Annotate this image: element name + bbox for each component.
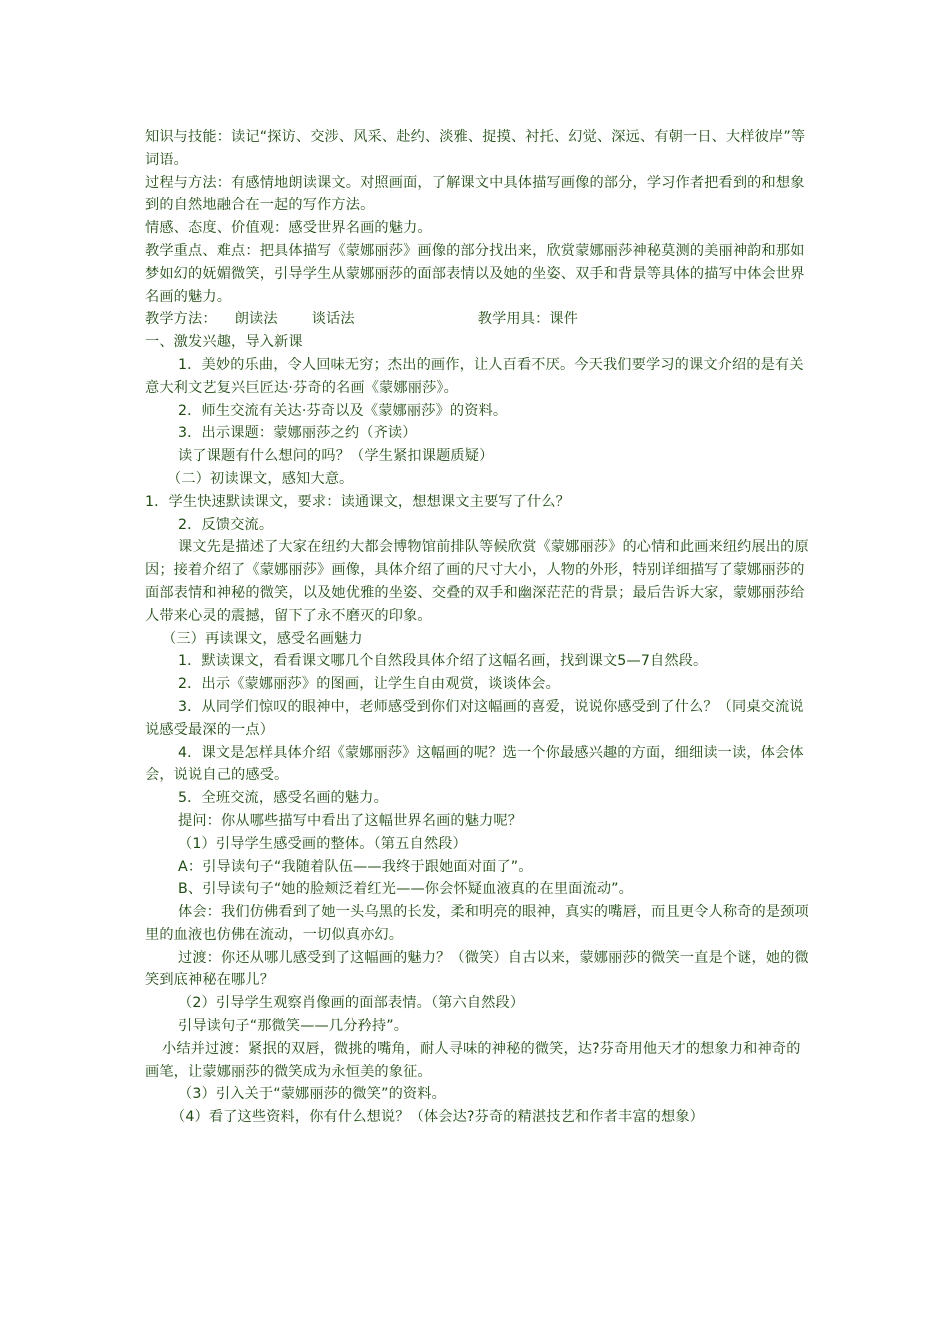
method-talking: 谈话法	[311, 311, 355, 328]
section-heading-1: 一、激发兴趣，导入新课	[145, 334, 303, 351]
step-3-4: 4．课文是怎样具体介绍《蒙娜丽莎》这幅画的呢？选一个你最感兴趣的方面，细细读一读，体会体会，说说自己的感受。	[145, 744, 804, 784]
step-1-question: 读了课题有什么想问的吗？（学生紧扣课题质疑）	[178, 448, 494, 465]
question-prompt: 提问：你从哪些描写中看出了这幅世界名画的魅力呢？	[178, 812, 523, 829]
step-1-1: 1．美妙的乐曲，令人回味无穷；杰出的画作，让人百看不厌。今天我们要学习的课文介绍的是有关意大利文艺复兴巨匠达·芬奇的名画《蒙娜丽莎》。	[145, 356, 804, 396]
step-1-3: 3．出示课题：蒙娜丽莎之约（齐读）	[178, 425, 417, 442]
teaching-method-line	[145, 308, 810, 331]
step-3-5: 5．全班交流，感受名画的魅力。	[178, 790, 388, 807]
sub-step-1-b: B、引导读句子“她的脸颊泛着红光——你会怀疑血液真的在里面流动”。	[178, 881, 634, 898]
sub-step-4: （4）看了这些资料，你有什么想说？（体会达?芬奇的精湛技艺和作者丰富的想象）	[171, 1109, 705, 1126]
teaching-method-label: 教学方法：	[145, 311, 217, 328]
section-heading-2: （二）初读课文，感知大意。	[167, 470, 354, 487]
sub-step-1: （1）引导学生感受画的整体。（第五自然段）	[178, 835, 467, 852]
sub-step-1-a: A：引导读句子“我随着队伍——我终于跟她面对面了”。	[178, 858, 533, 875]
sub-step-2-read: 引导读句子“那微笑——几分矜持”。	[178, 1018, 409, 1035]
summary-transition: 小结并过渡：紧抿的双唇，微挑的嘴角，耐人寻味的神秘的微笑，达?芬奇用他天才的想象力和神奇的画笔，让蒙娜丽莎的微笑成为永恒美的象征。	[145, 1040, 801, 1080]
step-2-1: 1．学生快速默读课文，要求：读通课文，想想课文主要写了什么？	[145, 493, 570, 510]
step-3-3: 3．从同学们惊叹的眼神中，老师感受到你们对这幅画的喜爱，说说你感受到了什么？（同桌交流说说感受最深的一点）	[145, 698, 804, 738]
transition-paragraph: 过渡：你还从哪儿感受到了这幅画的魅力？（微笑）自古以来，蒙娜丽莎的微笑一直是个谜，她的微笑到底神秘在哪儿？	[145, 949, 809, 989]
experience-paragraph: 体会：我们仿佛看到了她一头乌黑的长发，柔和明亮的眼神，真实的嘴唇，而且更令人称奇的是颈项里的血液也仿佛在流动，一切似真亦幻。	[145, 904, 809, 943]
section-heading-3: （三）再读课文，感受名画魅力	[162, 630, 363, 647]
sub-step-2: （2）引导学生观察肖像画的面部表情。（第六自然段）	[178, 995, 525, 1012]
step-3-1: 1．默读课文，看看课文哪几个自然段具体介绍了这幅名画，找到课文5—7自然段。	[178, 653, 708, 670]
step-2-2: 2．反馈交流。	[178, 516, 274, 533]
teaching-tools: 教学用具：课件	[477, 311, 579, 328]
step-3-2: 2．出示《蒙娜丽莎》的图画，让学生自由观赏，谈谈体会。	[178, 676, 560, 693]
method-reading: 朗读法	[234, 311, 278, 328]
document-body	[145, 126, 810, 1129]
step-1-2: 2．师生交流有关达·芬奇以及《蒙娜丽莎》的资料。	[178, 402, 508, 419]
objective-process: 过程与方法：有感情地朗读课文。对照画面，了解课文中具体描写画像的部分，学习作者把看到的和想象到的自然地融合在一起的写作方法。	[145, 174, 805, 214]
summary-paragraph: 课文先是描述了大家在纽约大都会博物馆前排队等候欣赏《蒙娜丽莎》的心情和此画来纽约展出的原因；接着介绍了《蒙娜丽莎》画像，具体介绍了画的尺寸大小，人物的外形，特别详细描写了蒙娜丽莎的面部表情和神秘的微笑，以及她优雅的坐姿、交叠的双手和幽深茫茫的背景；最后告诉大家，蒙娜丽莎给人带来心灵的震撼，留下了永不磨灭的印象。	[145, 539, 809, 624]
sub-step-3: （3）引入关于“蒙娜丽莎的微笑”的资料。	[178, 1086, 446, 1103]
objective-knowledge: 知识与技能：读记“探访、交涉、风采、赴约、淡雅、捉摸、衬托、幻觉、深远、有朝一日、大样彼岸”等词语。	[145, 129, 806, 168]
objective-emotion: 情感、态度、价值观：感受世界名画的魅力。	[145, 220, 432, 237]
teaching-focus: 教学重点、难点：把具体描写《蒙娜丽莎》画像的部分找出来，欣赏蒙娜丽莎神秘莫测的美丽神韵和那如梦如幻的妩媚微笑，引导学生从蒙娜丽莎的面部表情以及她的坐姿、双手和背景等具体的描写中体会世界名画的魅力。	[145, 242, 805, 305]
